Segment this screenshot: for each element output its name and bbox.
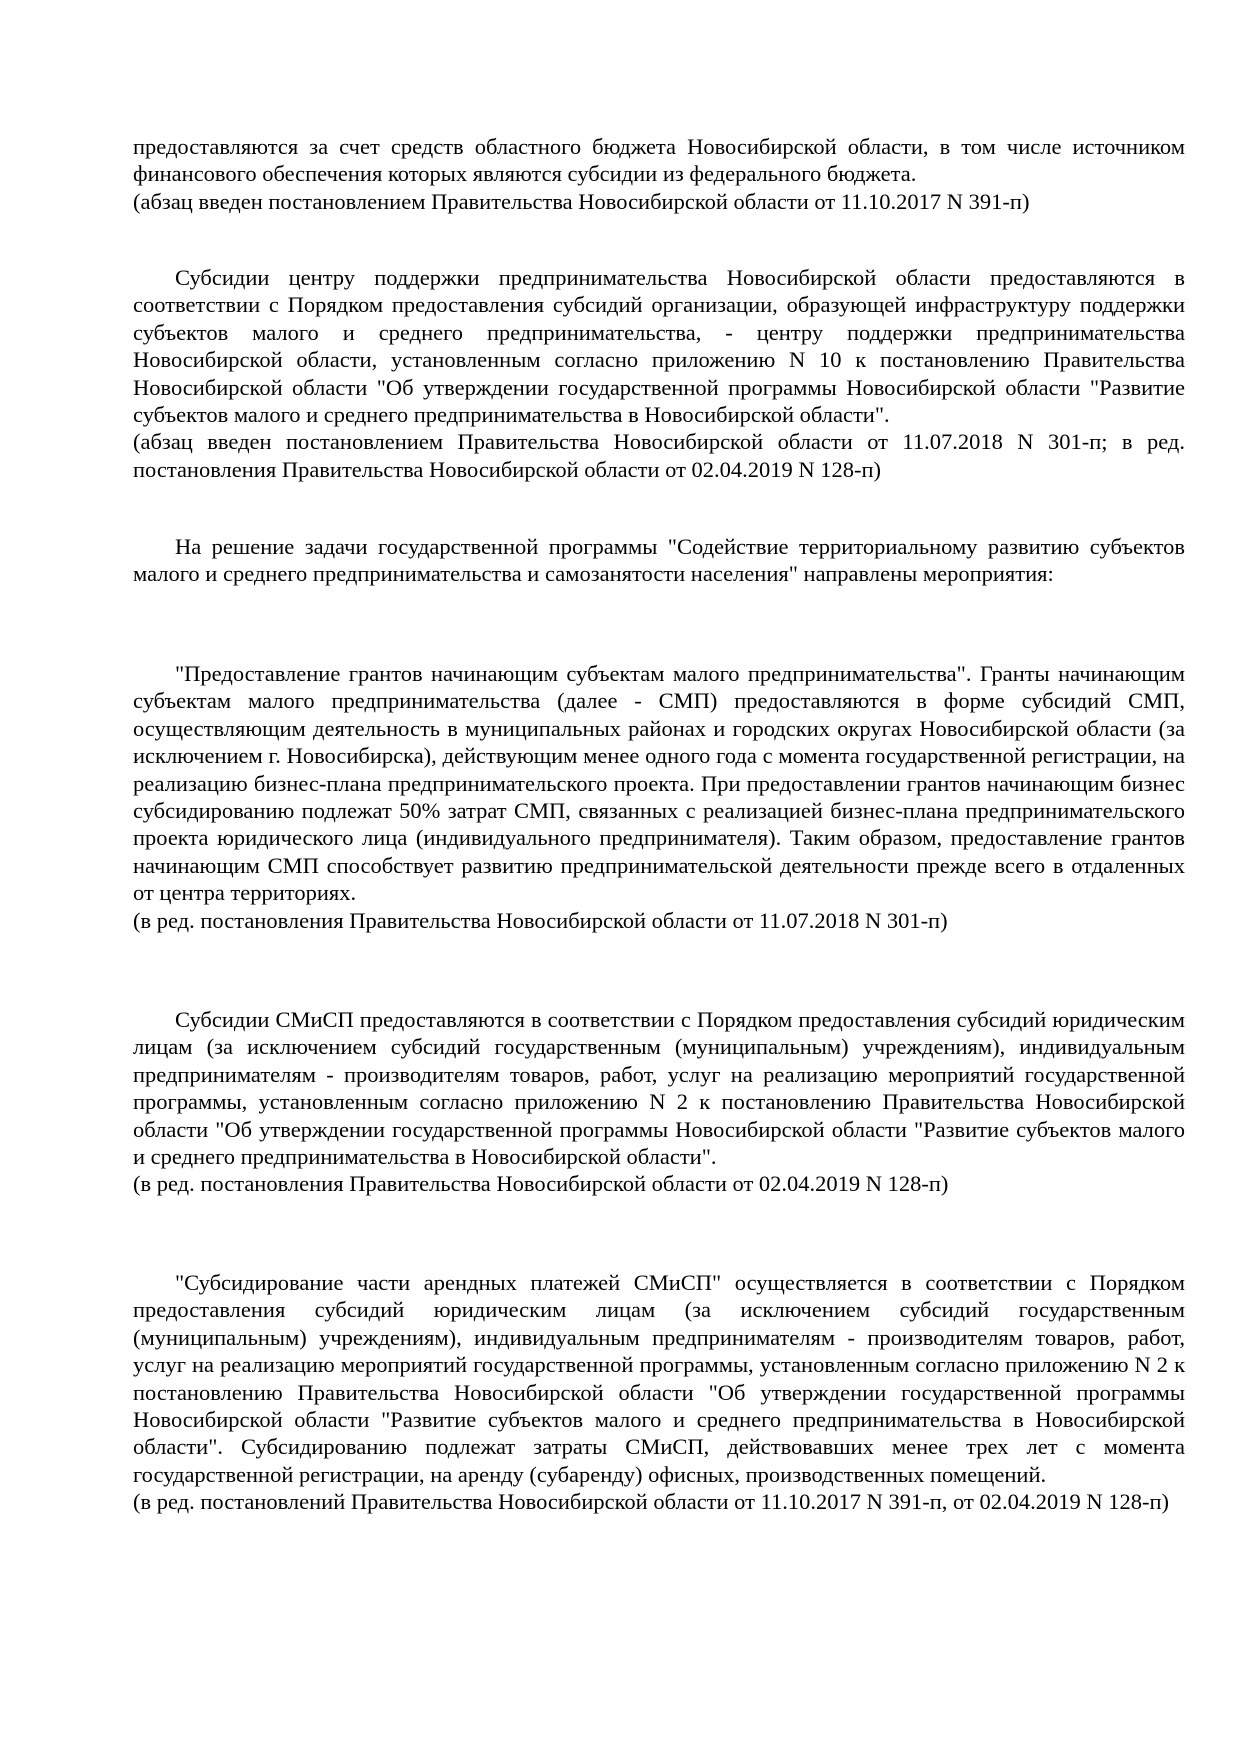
amendment-note: (в ред. постановления Правительства Новосибирской области от 11.07.2018 N 301-п) bbox=[133, 907, 948, 933]
text-block-2 bbox=[133, 264, 1185, 483]
paragraph-grants: "Предоставление грантов начинающим субъектам малого предпринимательства". Гранты начинающим субъектам малого предпринимательства (далее - СМП) предоставляются в форме субсидий СМП, осуществляющим деятельность в муниципальных районах и городских округах Новосибирской области (за исключением г. Новосибирска), действующим менее одного года с момента государственной регистрации, на реализацию бизнес-плана предпринимательского проекта. При предоставлении грантов начинающим бизнес субсидированию подлежат 50% затрат СМП, связанных с реализацией бизнес-плана предпринимательского проекта юридического лица (индивидуального предпринимателя). Таким образом, предоставление грантов начинающим СМП способствует развитию предпринимательской деятельности прежде всего в отдаленных от центра территориях. bbox=[133, 661, 1185, 906]
text-block-1 bbox=[133, 133, 1185, 215]
amendment-note: (в ред. постановления Правительства Новосибирской области от 02.04.2019 N 128-п) bbox=[133, 1171, 949, 1197]
text-block-6 bbox=[133, 1269, 1185, 1516]
paragraph-continuation: предоставляются за счет средств областного бюджета Новосибирской области, в том числе источником финансового обеспечения которых являются субсидии из федерального бюджета. bbox=[133, 134, 1185, 187]
paragraph-support-center-subsidies: Субсидии центру поддержки предпринимательства Новосибирской области предоставляются в соответствии с Порядком предоставления субсидий организации, образующей инфраструктуру поддержки субъектов малого и среднего предпринимательства, - центру поддержки предпринимательства Новосибирской области, установленным согласно приложению N 10 к постановлению Правительства Новосибирской области "Об утверждении государственной программы Новосибирской области "Развитие субъектов малого и среднего предпринимательства в Новосибирской области". bbox=[133, 265, 1185, 428]
text-block-4 bbox=[133, 660, 1185, 934]
paragraph-program-task: На решение задачи государственной программы "Содействие территориальному развитию субъектов малого и среднего предпринимательства и самозанятости населения" направлены мероприятия: bbox=[133, 534, 1185, 587]
amendment-note: (абзац введен постановлением Правительства Новосибирской области от 11.10.2017 N 391-п) bbox=[133, 188, 1030, 214]
amendment-note: (абзац введен постановлением Правительства Новосибирской области от 11.07.2018 N 301-п; в ред. постановления Правительства Новосибирской области от 02.04.2019 N 128-п) bbox=[133, 429, 1185, 482]
text-block-3 bbox=[133, 533, 1185, 588]
paragraph-rent-subsidies: "Субсидирование части арендных платежей СМиСП" осуществляется в соответствии с Порядком предоставления субсидий юридическим лицам (за исключением субсидий государственным (муниципальным) учреждениям), индивидуальным предпринимателям - производителям товаров, работ, услуг на реализацию мероприятий государственной программы, установленным согласно приложению N 2 к постановлению Правительства Новосибирской области "Об утверждении государственной программы Новосибирской области "Развитие субъектов малого и среднего предпринимательства в Новосибирской области". Субсидированию подлежат затраты СМиСП, действовавших менее трех лет с момента государственной регистрации, на аренду (субаренду) офисных, производственных помещений. bbox=[133, 1270, 1185, 1487]
paragraph-smisp-subsidies: Субсидии СМиСП предоставляются в соответствии с Порядком предоставления субсидий юридическим лицам (за исключением субсидий государственным (муниципальным) учреждениям), индивидуальным предпринимателям - производителям товаров, работ, услуг на реализацию мероприятий государственной программы, установленным согласно приложению N 2 к постановлению Правительства Новосибирской области "Об утверждении государственной программы Новосибирской области "Развитие субъектов малого и среднего предпринимательства в Новосибирской области". bbox=[133, 1007, 1185, 1170]
text-block-5 bbox=[133, 1006, 1185, 1198]
amendment-note: (в ред. постановлений Правительства Новосибирской области от 11.10.2017 N 391-п, от 02.04.2019 N 128-п) bbox=[133, 1489, 1169, 1515]
